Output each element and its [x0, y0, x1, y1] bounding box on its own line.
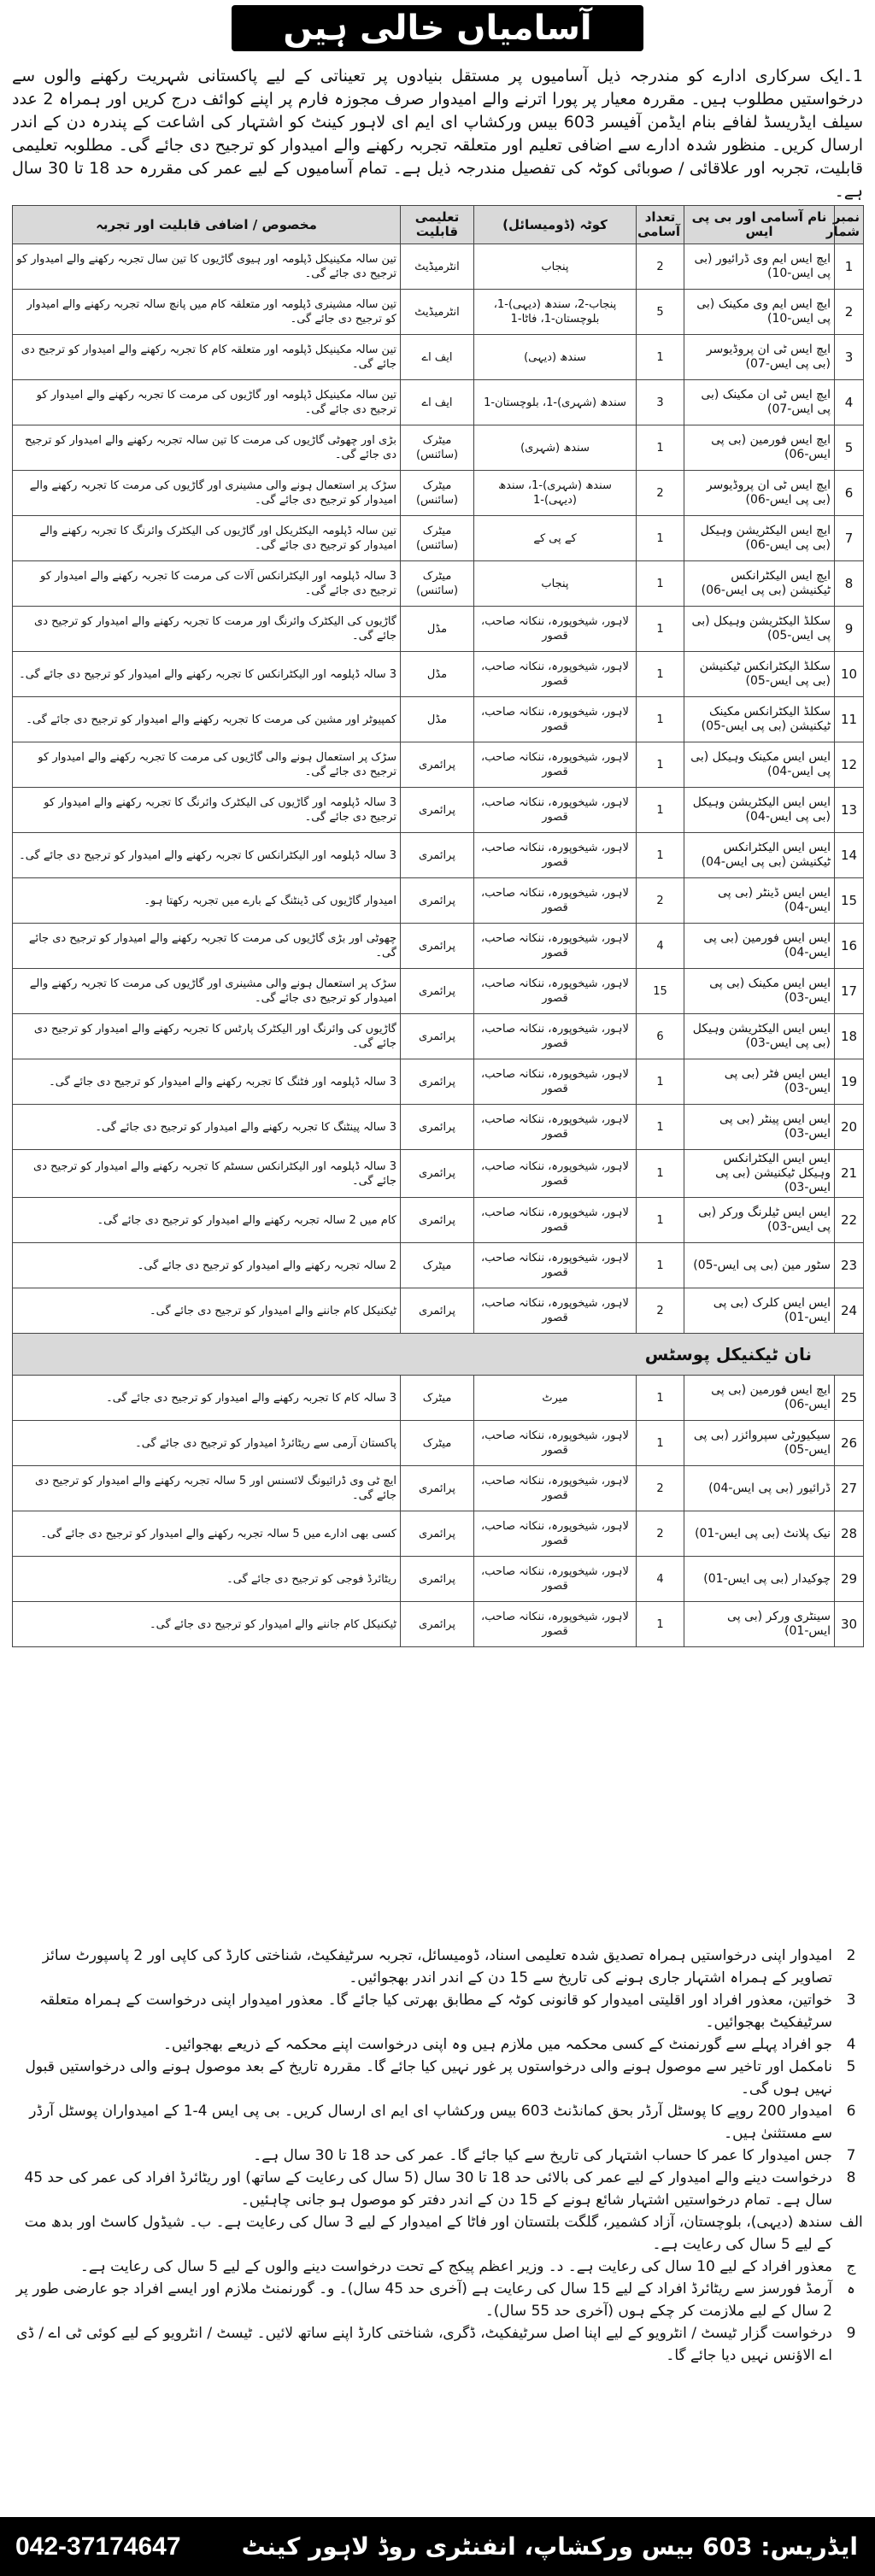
note-item [12, 2033, 863, 2056]
cell-quota: کے پی کے [474, 516, 637, 561]
cell-sr: 25 [835, 1376, 864, 1421]
cell-post: ایس ایس کلرک (بی پی ایس-01) [684, 1288, 835, 1334]
cell-quota: لاہور، شیخوپورہ، ننکانہ صاحب، قصور [474, 742, 637, 788]
section-row [13, 1334, 864, 1376]
cell-sr: 18 [835, 1014, 864, 1059]
notes-list [12, 1945, 863, 2367]
note-number: 3 [846, 1992, 856, 2009]
cell-sr: 8 [835, 561, 864, 607]
cell-sr: 29 [835, 1557, 864, 1602]
note-item [12, 2322, 863, 2367]
cell-count: 3 [637, 380, 684, 425]
cell-quota: لاہور، شیخوپورہ، ننکانہ صاحب، قصور [474, 1243, 637, 1288]
cell-quota: لاہور، شیخوپورہ، ننکانہ صاحب، قصور [474, 1466, 637, 1511]
cell-count: 1 [637, 1059, 684, 1105]
cell-count: 1 [637, 335, 684, 380]
cell-quota: لاہور، شیخوپورہ، ننکانہ صاحب، قصور [474, 1421, 637, 1466]
cell-quota: لاہور، شیخوپورہ، ننکانہ صاحب، قصور [474, 652, 637, 697]
cell-sr: 23 [835, 1243, 864, 1288]
note-number: الف [839, 2214, 863, 2231]
cell-post: سینٹری ورکر (بی پی ایس-01) [684, 1602, 835, 1647]
table-row [13, 425, 864, 471]
note-text: جس امیدوار کا عمر کا حساب اشتہار کی تاریخ سے کیا جائے گا۔ عمر کی حد 18 تا 30 سال ہے۔ [253, 2147, 832, 2164]
header-quota: کوٹہ (ڈومیسائل) [474, 206, 637, 244]
cell-req: تین سالہ مکینیکل ڈپلومہ اور ہیوی گاڑیوں کا تین سال تجربہ رکھنے والے امیدوار کو ترجیح دی جائے گی۔ [13, 244, 401, 290]
cell-sr: 5 [835, 425, 864, 471]
cell-req: سڑک پر استعمال ہونے والی مشینری اور گاڑیوں کی مرمت کا تجربہ رکھنے والے امیدوار کو ترجیح دی جائے گی۔ [13, 969, 401, 1014]
cell-quota: سندھ (شہری) [474, 425, 637, 471]
cell-sr: 14 [835, 833, 864, 878]
cell-edu: ایف اے [401, 380, 474, 425]
cell-edu: پرائمری [401, 742, 474, 788]
cell-post: نیک پلانٹ (بی پی ایس-01) [684, 1511, 835, 1557]
cell-count: 1 [637, 742, 684, 788]
footer-phone: 042-37174647 [15, 2532, 181, 2561]
cell-sr: 4 [835, 380, 864, 425]
intro-paragraph: 1۔ایک سرکاری ادارے کو مندرجہ ذیل آسامیوں پر مستقل بنیادوں پر تعیناتی کے لیے پاکستانی شہریت رکھنے والوں سے درخواستیں مطلوب ہیں۔ مقررہ معیار پر پورا اترنے والے امیدوار صرف مجوزہ فارم پر اپنے کوائف درج کریں اور ہمراہ 2 عدد سیلف ایڈریسڈ لفافے بنام ایڈمن آفیسر 603 بیس ورکشاپ ای ایم ای لاہور کینٹ کو اشتہار کی اشاعت کے پندرہ دن کے اندر ارسال کریں۔ منظور شدہ ادارے سے اضافی تعلیم اور متعلقہ تجربہ رکھنے والے امیدوار کو ترجیح دی جائے گی۔ مطلوبہ تعلیمی قابلیت، تجربہ اور علاقائی / صوبائی کوٹہ کی تفصیل مندرجہ ذیل ہے۔ تمام آسامیوں کے لیے عمر کی مقررہ حد 18 تا 30 سال ہے۔ [12, 67, 863, 201]
cell-count: 1 [637, 516, 684, 561]
table-row [13, 244, 864, 290]
non-technical-rows [13, 1376, 864, 1647]
table-row [13, 697, 864, 742]
cell-edu: مڈل [401, 652, 474, 697]
note-number: 7 [846, 2147, 856, 2164]
cell-quota: لاہور، شیخوپورہ، ننکانہ صاحب، قصور [474, 788, 637, 833]
note-number: 9 [846, 2325, 856, 2342]
cell-post: سکلڈ الیکٹرانکس مکینک ٹیکنیشن (بی پی ایس-05) [684, 697, 835, 742]
note-number: 8 [846, 2169, 856, 2186]
cell-req: ٹیکنیکل کام جاننے والے امیدوار کو ترجیح دی جائے گی۔ [13, 1288, 401, 1334]
table-row [13, 969, 864, 1014]
cell-edu: پرائمری [401, 1105, 474, 1150]
cell-post: ایچ ایس ٹی ان پروڈیوسر (بی پی ایس-07) [684, 335, 835, 380]
cell-quota: لاہور، شیخوپورہ، ننکانہ صاحب، قصور [474, 1288, 637, 1334]
cell-post: سکلڈ الیکٹریشن وہیکل (بی پی ایس-05) [684, 607, 835, 652]
cell-count: 1 [637, 1376, 684, 1421]
cell-edu: پرائمری [401, 1014, 474, 1059]
cell-sr: 10 [835, 652, 864, 697]
cell-sr: 19 [835, 1059, 864, 1105]
table-row [13, 1376, 864, 1421]
cell-sr: 3 [835, 335, 864, 380]
cell-sr: 27 [835, 1466, 864, 1511]
cell-req: امیدوار گاڑیوں کی ڈینٹنگ کے بارے میں تجربہ رکھتا ہو۔ [13, 878, 401, 924]
cell-post: ایچ ایس ایم وی ڈرائیور (بی پی ایس-10) [684, 244, 835, 290]
note-item [12, 2278, 863, 2322]
cell-count: 2 [637, 471, 684, 516]
cell-sr: 16 [835, 924, 864, 969]
cell-sr: 17 [835, 969, 864, 1014]
cell-req: 3 سالہ ڈپلومہ اور الیکٹرانکس آلات کی مرمت کا تجربہ رکھنے والے امیدوار کو ترجیح دی جائے گی۔ [13, 561, 401, 607]
note-text: نامکمل اور تاخیر سے موصول ہونے والی درخواستوں پر غور نہیں کیا جائے گا۔ مقررہ تاریخ کے بعد موصول ہونے والی درخواستیں قبول نہیں ہوں گی۔ [25, 2058, 832, 2098]
table-row [13, 1243, 864, 1288]
cell-req: کمپیوٹر اور مشین کی مرمت کا تجربہ رکھنے والے امیدوار کو ترجیح دی جائے گی۔ [13, 697, 401, 742]
cell-sr: 9 [835, 607, 864, 652]
ad-title-text: آسامیاں خالی ہیں [232, 5, 643, 51]
cell-edu: پرائمری [401, 1150, 474, 1198]
cell-req: چھوٹی اور بڑی گاڑیوں کی مرمت کا تجربہ رکھنے والے امیدوار کو ترجیح دی جائے گی۔ [13, 924, 401, 969]
table-row [13, 1466, 864, 1511]
note-item [12, 2256, 863, 2278]
header-post: نام آسامی اور بی پی ایس [684, 206, 835, 244]
table-row [13, 1602, 864, 1647]
cell-count: 1 [637, 788, 684, 833]
cell-req: تین سالہ مکینیکل ڈپلومہ اور گاڑیوں کی مرمت کا تجربہ رکھنے والے امیدوار کو ترجیح دی جائے گی۔ [13, 380, 401, 425]
footer-bar [0, 2517, 875, 2576]
cell-edu: مڈل [401, 697, 474, 742]
note-text: آرمڈ فورسز سے ریٹائرڈ افراد کے لیے 15 سال کی رعایت ہے (آخری حد 45 سال)۔ و۔ گورنمنٹ ملازم اور ایسے افراد جو عارضی طور پر 2 سال کے لیے ملازمت کر چکے ہوں (آخری حد 55 سال)۔ [15, 2280, 832, 2320]
note-number: 5 [846, 2058, 856, 2075]
cell-count: 1 [637, 1421, 684, 1466]
cell-post: ایچ ایس ٹی ان مکینک (بی پی ایس-07) [684, 380, 835, 425]
table-row [13, 1150, 864, 1198]
cell-req: 3 سالہ ڈپلومہ اور گاڑیوں کی الیکٹرک وائرنگ کا تجربہ رکھنے والے امیدوار کو ترجیح دی جائے گی۔ [13, 788, 401, 833]
header-edu: تعلیمی قابلیت [401, 206, 474, 244]
cell-count: 2 [637, 1288, 684, 1334]
cell-req: پاکستان آرمی سے ریٹائرڈ امیدوار کو ترجیح دی جائے گی۔ [13, 1421, 401, 1466]
cell-count: 1 [637, 1150, 684, 1198]
cell-post: ایس ایس فورمین (بی پی ایس-04) [684, 924, 835, 969]
cell-req: کسی بھی ادارے میں 5 سالہ تجربہ رکھنے والے امیدوار کو ترجیح دی جائے گی۔ [13, 1511, 401, 1557]
note-item [12, 2056, 863, 2100]
cell-edu: پرائمری [401, 833, 474, 878]
note-text: امیدوار 200 روپے کا پوسٹل آرڈر بحق کمانڈنٹ 603 بیس ورکشاپ ای ایم ای ارسال کریں۔ بی پی ایس 4-1 کے امیدواران پوسٹل آرڈر سے مستثنیٰ ہیں۔ [29, 2103, 832, 2142]
cell-edu: میٹرک [401, 1421, 474, 1466]
cell-count: 2 [637, 878, 684, 924]
cell-count: 1 [637, 561, 684, 607]
cell-quota: لاہور، شیخوپورہ، ننکانہ صاحب، قصور [474, 1150, 637, 1198]
cell-edu: ایف اے [401, 335, 474, 380]
cell-count: 1 [637, 1602, 684, 1647]
cell-edu: پرائمری [401, 1198, 474, 1243]
cell-sr: 28 [835, 1511, 864, 1557]
cell-count: 1 [637, 425, 684, 471]
cell-sr: 1 [835, 244, 864, 290]
cell-edu: پرائمری [401, 924, 474, 969]
cell-sr: 22 [835, 1198, 864, 1243]
ad-title [0, 0, 875, 51]
header-count: تعداد آسامی [637, 206, 684, 244]
cell-edu: پرائمری [401, 1288, 474, 1334]
cell-quota: لاہور، شیخوپورہ، ننکانہ صاحب، قصور [474, 1511, 637, 1557]
table-row [13, 290, 864, 335]
note-text: سندھ (دیہی)، بلوچستان، آزاد کشمیر، گلگت بلتستان اور فاٹا کے امیدوار کے لیے 3 سال کی رعایت ہے۔ ب۔ شیڈول کاسٹ اور بدھ مت کے لیے 5 سال کی رعایت ہے۔ [24, 2214, 832, 2253]
cell-count: 15 [637, 969, 684, 1014]
cell-post: ایس ایس پینٹر (بی پی ایس-03) [684, 1105, 835, 1150]
cell-req: 3 سالہ ڈپلومہ اور الیکٹرانکس کا تجربہ رکھنے والے امیدوار کو ترجیح دی جائے گی۔ [13, 652, 401, 697]
note-text: درخواست دینے والے امیدوار کے لیے عمر کی بالائی حد 18 تا 30 سال (5 سال کی رعایت کے ساتھ) اور ریٹائرڈ افراد کی عمر کی حد 45 سال ہے۔ تمام درخواستیں اشتہار شائع ہونے کے 15 دن کے اندر دفتر کو موصول ہو جانی چاہئیں۔ [24, 2169, 832, 2209]
cell-req: 3 سالہ کام کا تجربہ رکھنے والے امیدوار کو ترجیح دی جائے گی۔ [13, 1376, 401, 1421]
cell-edu: میٹرک [401, 1243, 474, 1288]
table-row [13, 878, 864, 924]
cell-edu: پرائمری [401, 1466, 474, 1511]
note-text: خواتین، معذور افراد اور اقلیتی امیدوار کو قانونی کوٹہ کے مطابق بھرتی کیا جائے گا۔ معذور امیدوار اپنی درخواست کے ہمراہ متعلقہ سرٹیفکیٹ بھجوائیں۔ [39, 1992, 832, 2031]
cell-sr: 7 [835, 516, 864, 561]
footer-address: ایڈریس: 603 بیس ورکشاپ، انفنٹری روڈ لاہور کینٹ [241, 2532, 858, 2561]
note-number: 4 [846, 2036, 856, 2053]
cell-req: ایچ ٹی وی ڈرائیونگ لائسنس اور 5 سالہ تجربہ رکھنے والے امیدوار کو ترجیح دی جائے گی۔ [13, 1466, 401, 1511]
cell-edu: پرائمری [401, 788, 474, 833]
table-row [13, 1421, 864, 1466]
table-row [13, 924, 864, 969]
cell-count: 1 [637, 1105, 684, 1150]
cell-quota: سندھ (شہری)-1، سندھ (دیہی)-1 [474, 471, 637, 516]
cell-count: 1 [637, 1198, 684, 1243]
cell-post: ایس ایس فٹر (بی پی ایس-03) [684, 1059, 835, 1105]
cell-req: 3 سالہ ڈپلومہ اور الیکٹرانکس سسٹم کا تجربہ رکھنے والے امیدوار کو ترجیح دی جائے گی۔ [13, 1150, 401, 1198]
table-row [13, 1511, 864, 1557]
cell-req: تین سالہ مکینیکل ڈپلومہ اور متعلقہ کام کا تجربہ رکھنے والے امیدوار کو ترجیح دی جائے گی۔ [13, 335, 401, 380]
cell-quota: سندھ (شہری)-1، بلوچستان-1 [474, 380, 637, 425]
note-text: درخواست گزار ٹیسٹ / انٹرویو کے لیے اپنا اصل سرٹیفکیٹ، ڈگری، شناختی کارڈ اپنے ساتھ لائیں۔ ٹیسٹ / انٹرویو کے لیے کوئی ٹی اے / ڈی اے الاؤنس نہیں دیا جائے گا۔ [16, 2325, 832, 2364]
cell-edu: انٹرمیڈیٹ [401, 244, 474, 290]
note-item [12, 2145, 863, 2167]
cell-post: سکلڈ الیکٹرانکس ٹیکنیشن (بی پی ایس-05) [684, 652, 835, 697]
note-text: جو افراد پہلے سے گورنمنٹ کے کسی محکمہ میں ملازم ہیں وہ اپنی درخواست اپنے محکمہ کے ذریعے بھجوائیں۔ [163, 2036, 832, 2053]
cell-quota: لاہور، شیخوپورہ، ننکانہ صاحب، قصور [474, 969, 637, 1014]
table-row [13, 561, 864, 607]
table-row [13, 1198, 864, 1243]
table-row [13, 652, 864, 697]
cell-quota: لاہور، شیخوپورہ، ننکانہ صاحب، قصور [474, 1198, 637, 1243]
header-req: مخصوص / اضافی قابلیت اور تجربہ [13, 206, 401, 244]
cell-post: ایس ایس ڈینٹر (بی پی ایس-04) [684, 878, 835, 924]
cell-edu: میٹرک (سائنس) [401, 471, 474, 516]
cell-post: ڈرائیور (بی پی ایس-04) [684, 1466, 835, 1511]
table-row [13, 1288, 864, 1334]
cell-edu: میٹرک (سائنس) [401, 425, 474, 471]
cell-edu: میٹرک [401, 1376, 474, 1421]
note-text: معذور افراد کے لیے 10 سال کی رعایت ہے۔ د۔ وزیر اعظم پیکج کے تحت درخواست دینے والوں کے لیے 5 سال کی رعایت ہے۔ [79, 2258, 832, 2275]
cell-quota: لاہور، شیخوپورہ، ننکانہ صاحب، قصور [474, 1059, 637, 1105]
table-row [13, 1014, 864, 1059]
cell-post: ایچ ایس ایم وی مکینک (بی پی ایس-10) [684, 290, 835, 335]
note-item [12, 2100, 863, 2145]
cell-quota: لاہور، شیخوپورہ، ننکانہ صاحب، قصور [474, 1105, 637, 1150]
cell-sr: 12 [835, 742, 864, 788]
cell-post: ایس ایس مکینک وہیکل (بی پی ایس-04) [684, 742, 835, 788]
table-row [13, 788, 864, 833]
cell-count: 1 [637, 607, 684, 652]
cell-sr: 2 [835, 290, 864, 335]
table-row [13, 1105, 864, 1150]
cell-post: چوکیدار (بی پی ایس-01) [684, 1557, 835, 1602]
cell-quota: سندھ (دیہی) [474, 335, 637, 380]
cell-quota: پنجاب-2، سندھ (دیہی)-1، بلوچستان-1، فاٹا-1 [474, 290, 637, 335]
table-row [13, 1059, 864, 1105]
cell-count: 4 [637, 924, 684, 969]
cell-post: ایچ ایس ٹی ان پروڈیوسر (بی پی ایس-06) [684, 471, 835, 516]
cell-edu: پرائمری [401, 878, 474, 924]
cell-req: ٹیکنیکل کام جاننے والے امیدوار کو ترجیح دی جائے گی۔ [13, 1602, 401, 1647]
cell-count: 5 [637, 290, 684, 335]
cell-count: 4 [637, 1557, 684, 1602]
note-item [12, 1945, 863, 1989]
cell-post: سیکیورٹی سپروائزر (بی پی ایس-05) [684, 1421, 835, 1466]
cell-sr: 20 [835, 1105, 864, 1150]
cell-edu: میٹرک (سائنس) [401, 516, 474, 561]
note-number: ج [846, 2258, 856, 2275]
table-row [13, 1557, 864, 1602]
cell-edu: مڈل [401, 607, 474, 652]
cell-quota: لاہور، شیخوپورہ، ننکانہ صاحب، قصور [474, 1602, 637, 1647]
cell-count: 2 [637, 244, 684, 290]
table-row [13, 607, 864, 652]
note-item [12, 2167, 863, 2211]
note-number: 2 [846, 1947, 856, 1964]
cell-sr: 11 [835, 697, 864, 742]
cell-count: 1 [637, 697, 684, 742]
table-row [13, 742, 864, 788]
cell-post: ایچ ایس الیکٹرانکس ٹیکنیشن (بی پی ایس-06) [684, 561, 835, 607]
cell-req: بڑی اور چھوٹی گاڑیوں کی مرمت کا تین سالہ تجربہ رکھنے والے امیدوار کو ترجیح دی جائے گی۔ [13, 425, 401, 471]
cell-count: 2 [637, 1511, 684, 1557]
cell-sr: 13 [835, 788, 864, 833]
cell-post: ایچ ایس الیکٹریشن وہیکل (بی پی ایس-06) [684, 516, 835, 561]
cell-post: ایس ایس الیکٹرانکس وہیکل ٹیکنیشن (بی پی ایس-03) [684, 1150, 835, 1198]
cell-edu: پرائمری [401, 969, 474, 1014]
technical-rows [13, 244, 864, 1334]
vacancy-table [12, 205, 864, 1647]
cell-sr: 24 [835, 1288, 864, 1334]
cell-quota: لاہور، شیخوپورہ، ننکانہ صاحب، قصور [474, 833, 637, 878]
cell-sr: 30 [835, 1602, 864, 1647]
cell-req: 3 سالہ ڈپلومہ اور فٹنگ کا تجربہ رکھنے والے امیدوار کو ترجیح دی جائے گی۔ [13, 1059, 401, 1105]
cell-quota: پنجاب [474, 561, 637, 607]
table-row [13, 471, 864, 516]
cell-quota: لاہور، شیخوپورہ، ننکانہ صاحب، قصور [474, 1557, 637, 1602]
cell-post: ایچ ایس فورمین (بی پی ایس-06) [684, 1376, 835, 1421]
cell-quota: لاہور، شیخوپورہ، ننکانہ صاحب، قصور [474, 697, 637, 742]
cell-post: ایس ایس ٹیلرنگ ورکر (بی پی ایس-03) [684, 1198, 835, 1243]
note-number: ہ [847, 2280, 855, 2297]
cell-post: ایس ایس الیکٹرانکس ٹیکنیشن (بی پی ایس-04) [684, 833, 835, 878]
cell-req: ریٹائرڈ فوجی کو ترجیح دی جائے گی۔ [13, 1557, 401, 1602]
cell-req: کام میں 2 سالہ تجربہ رکھنے والے امیدوار کو ترجیح دی جائے گی۔ [13, 1198, 401, 1243]
cell-post: ایس ایس مکینک (بی پی ایس-03) [684, 969, 835, 1014]
note-item [12, 2211, 863, 2256]
cell-edu: پرائمری [401, 1602, 474, 1647]
cell-req: گاڑیوں کی وائرنگ اور الیکٹرک پارٹس کا تجربہ رکھنے والے امیدوار کو ترجیح دی جائے گی۔ [13, 1014, 401, 1059]
table-row [13, 516, 864, 561]
table-row [13, 833, 864, 878]
cell-edu: میٹرک (سائنس) [401, 561, 474, 607]
cell-req: سڑک پر استعمال ہونے والی مشینری اور گاڑیوں کی مرمت کا تجربہ رکھنے والے امیدوار کو ترجیح دی جائے گی۔ [13, 471, 401, 516]
cell-req: 2 سالہ تجربہ رکھنے والے امیدوار کو ترجیح دی جائے گی۔ [13, 1243, 401, 1288]
cell-quota: لاہور، شیخوپورہ، ننکانہ صاحب، قصور [474, 878, 637, 924]
cell-edu: پرائمری [401, 1557, 474, 1602]
cell-post: سٹور مین (بی پی ایس-05) [684, 1243, 835, 1288]
cell-quota: لاہور، شیخوپورہ، ننکانہ صاحب، قصور [474, 1014, 637, 1059]
cell-req: تین سالہ ڈپلومہ الیکٹریکل اور گاڑیوں کی الیکٹرک وائرنگ کا تجربہ رکھنے والے امیدوار کو ترجیح دی جائے گی۔ [13, 516, 401, 561]
cell-req: تین سالہ مشینری ڈپلومہ اور متعلقہ کام میں پانچ سالہ تجربہ رکھنے والے امیدوار کو ترجیح دی جائے گی۔ [13, 290, 401, 335]
cell-edu: پرائمری [401, 1059, 474, 1105]
cell-sr: 21 [835, 1150, 864, 1198]
cell-req: 3 سالہ پینٹنگ کا تجربہ رکھنے والے امیدوار کو ترجیح دی جائے گی۔ [13, 1105, 401, 1150]
cell-count: 2 [637, 1466, 684, 1511]
cell-edu: پرائمری [401, 1511, 474, 1557]
cell-post: ایس ایس الیکٹریشن وہیکل (بی پی ایس-04) [684, 788, 835, 833]
table-header-row [13, 206, 864, 244]
cell-count: 1 [637, 1243, 684, 1288]
note-text: امیدوار اپنی درخواستیں ہمراہ تصدیق شدہ تعلیمی اسناد، ڈومیسائل، تجربہ سرٹیفکیٹ، شناختی کارڈ کی کاپی اور 2 پاسپورٹ سائز تصاویر کے ہمراہ اشتہار جاری ہونے کی تاریخ سے 15 دن کے اندر اندر بھجوائیں۔ [42, 1947, 832, 1986]
cell-count: 1 [637, 652, 684, 697]
cell-sr: 6 [835, 471, 864, 516]
cell-req: 3 سالہ ڈپلومہ اور الیکٹرانکس کا تجربہ رکھنے والے امیدوار کو ترجیح دی جائے گی۔ [13, 833, 401, 878]
cell-req: سڑک پر استعمال ہونے والی گاڑیوں کی مرمت کا تجربہ رکھنے والے امیدوار کو ترجیح دی جائے گی۔ [13, 742, 401, 788]
cell-count: 6 [637, 1014, 684, 1059]
note-item [12, 1989, 863, 2033]
table-row [13, 335, 864, 380]
cell-count: 1 [637, 833, 684, 878]
section-title: نان ٹیکنیکل پوسٹس [13, 1334, 864, 1376]
cell-post: ایس ایس الیکٹریشن وہیکل (بی پی ایس-03) [684, 1014, 835, 1059]
cell-quota: پنجاب [474, 244, 637, 290]
cell-quota: لاہور، شیخوپورہ، ننکانہ صاحب، قصور [474, 924, 637, 969]
cell-sr: 26 [835, 1421, 864, 1466]
cell-req: گاڑیوں کی الیکٹرک وائرنگ اور مرمت کا تجربہ رکھنے والے امیدوار کو ترجیح دی جائے گی۔ [13, 607, 401, 652]
table-row [13, 380, 864, 425]
cell-edu: انٹرمیڈیٹ [401, 290, 474, 335]
note-number: 6 [846, 2103, 856, 2120]
cell-quota: میرٹ [474, 1376, 637, 1421]
cell-sr: 15 [835, 878, 864, 924]
cell-post: ایچ ایس فورمین (بی پی ایس-06) [684, 425, 835, 471]
cell-quota: لاہور، شیخوپورہ، ننکانہ صاحب، قصور [474, 607, 637, 652]
header-sr: نمبر شمار [835, 206, 864, 244]
